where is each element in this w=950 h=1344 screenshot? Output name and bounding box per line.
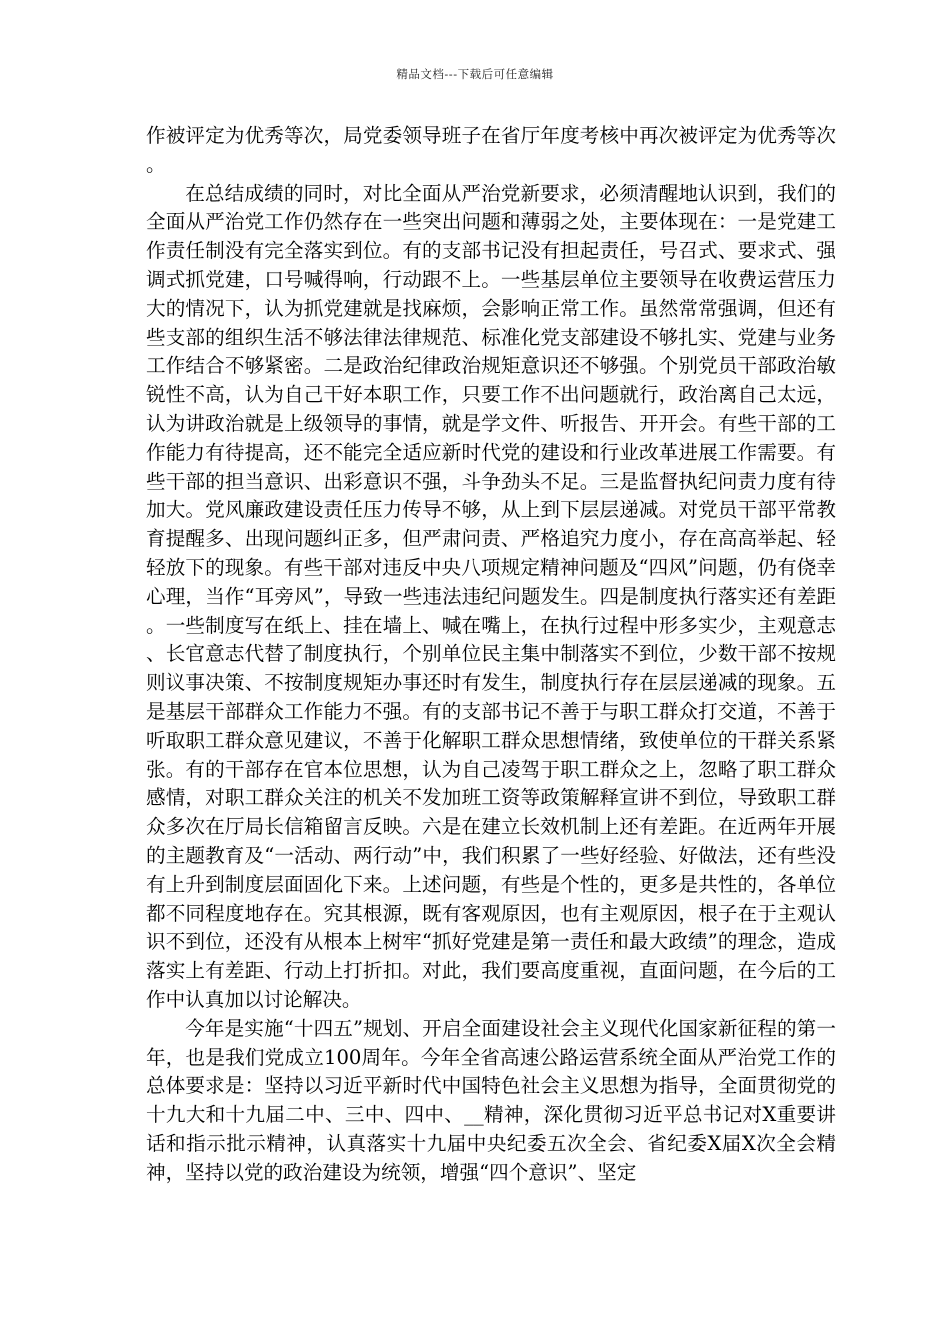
- document-body: [146, 122, 836, 1187]
- paragraph-continuation: 作被评定为优秀等次，局党委领导班子在省厅年度考核中再次被评定为优秀等次。: [146, 124, 836, 176]
- page-header: 精品文档---下载后可任意编辑: [396, 67, 554, 81]
- paragraph-problems: 在总结成绩的同时，对比全面从严治党新要求，必须清醒地认识到，我们的全面从严治党工作仍然存在一些突出问题和薄弱之处，主要体现在：一是党建工作责任制没有完全落实到位。有的支部书记没有担起责任，号召式、要求式、强调式抓党建，口号喊得响，行动跟不上。一些基层单位主要领导在收费运营压力大的情况下，认为抓党建就是找麻烦，会影响正常工作。虽然常常强调，但还有些支部的组织生活不够法律法律规范、标准化党支部建设不够扎实、党建与业务工作结合不够紧密。二是政治纪律政治规矩意识还不够强。个别党员干部政治敏锐性不高，认为自己干好本职工作，只要工作不出问题就行，政治离自己太远，认为讲政治就是上级领导的事情，就是学文件、听报告、开开会。有些干部的工作能力有待提高，还不能完全适应新时代党的建设和行业改革进展工作需要。有些干部的担当意识、出彩意识不强，斗争劲头不足。三是监督执纪问责力度有待加大。党风廉政建设责任压力传导不够，从上到下层层递减。对党员干部平常教育提醒多、出现问题纠正多，但严肃问责、严格追究力度小，存在高高举起、轻轻放下的现象。有些干部对违反中央八项规定精神问题及“四风”问题，仍有侥幸心理，当作“耳旁风”，导致一些违法违纪问题发生。四是制度执行落实还有差距。一些制度写在纸上、挂在墙上、喊在嘴上，在执行过程中形多实少，主观意志、长官意志代替了制度执行，个别单位民主集中制落实不到位，少数干部不按规则议事决策、不按制度规矩办事还时有发生，制度执行存在层层递减的现象。五是基层干部群众工作能力不强。有的支部书记不善于与职工群众打交道，不善于听取职工群众意见建议，不善于化解职工群众思想情绪，致使单位的干群关系紧张。有的干部存在官本位思想，认为自己凌驾于职工群众之上，忽略了职工群众感情，对职工群众关注的机关不发加班工资等政策解释宣讲不到位，导致职工群众多次在厅局长信箱留言反映。六是在建立长效机制上还有差距。在近两年开展的主题教育及“一活动、两行动”中，我们积累了一些好经验、好做法，还有些没有上升到制度层面固化下来。上述问题，有些是个性的，更多是共性的，各单位都不同程度地存在。究其根源，既有客观原因，也有主观原因，根子在于主观认识不到位，还没有从根本上树牢“抓好党建是第一责任和最大政绩”的理念，造成落实上有差距、行动上打折扣。对此，我们要高度重视，直面问题，在今后的工作中认真加以讨论解决。: [146, 181, 836, 1011]
- paragraph-requirements: 今年是实施“十四五”规划、开启全面建设社会主义现代化国家新征程的第一年，也是我们党成立100周年。今年全省高速公路运营系统全面从严治党工作的总体要求是：坚持以习近平新时代中国特色社会主义思想为指导，全面贯彻党的十九大和十九届二中、三中、四中、__精神，深化贯彻习近平总书记对X重要讲话和指示批示精神，认真落实十九届中央纪委五次全会、省纪委X届X次全会精神，坚持以党的政治建设为统领，增强“四个意识”、坚定: [146, 1016, 836, 1184]
